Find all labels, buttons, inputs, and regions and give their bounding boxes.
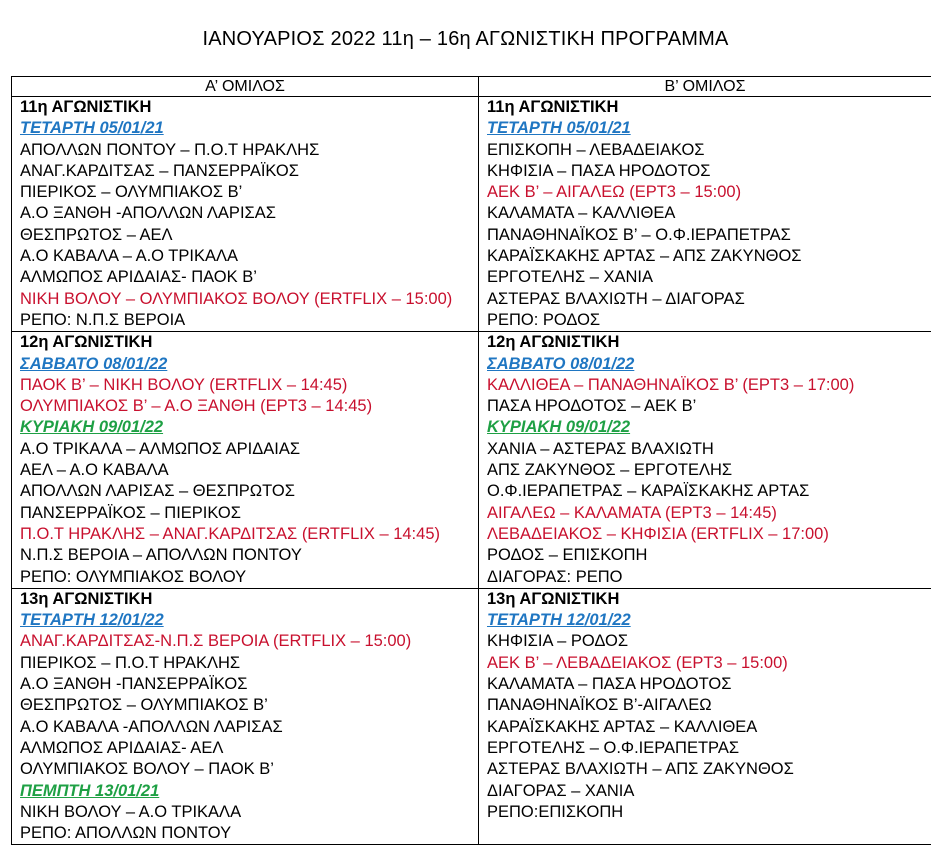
- match: ΠΑΣΑ ΗΡΟΔΟΤΟΣ – ΑΕΚ Β’: [487, 396, 931, 417]
- match: Α.Ο ΤΡΙΚΑΛΑ – ΑΛΜΩΠΟΣ ΑΡΙΔΑΙΑΣ: [20, 439, 478, 460]
- match: ΚΑΡΑΪΣΚΑΚΗΣ ΑΡΤΑΣ – ΚΑΛΛΙΘΕΑ: [487, 717, 931, 738]
- group-a-cell: [12, 588, 479, 845]
- match-day: ΤΕΤΑΡΤΗ 05/01/21: [20, 118, 478, 139]
- round-heading: 13η ΑΓΩΝΙΣΤΙΚΗ: [20, 589, 478, 610]
- match-day: ΚΥΡΙΑΚΗ 09/01/22: [487, 417, 931, 438]
- schedule-body: [12, 97, 931, 845]
- match: ΕΠΙΣΚΟΠΗ – ΛΕΒΑΔΕΙΑΚΟΣ: [487, 140, 931, 161]
- group-a-header: Α’ ΟΜΙΛΟΣ: [12, 77, 479, 97]
- match: ΠΙΕΡΙΚΟΣ – Π.Ο.Τ ΗΡΑΚΛΗΣ: [20, 653, 478, 674]
- match: ΑΠΣ ΖΑΚΥΝΘΟΣ – ΕΡΓΟΤΕΛΗΣ: [487, 460, 931, 481]
- match-day: ΚΥΡΙΑΚΗ 09/01/22: [20, 417, 478, 438]
- match: ΔΙΑΓΟΡΑΣ – ΧΑΝΙΑ: [487, 781, 931, 802]
- televised-match: Π.Ο.Τ ΗΡΑΚΛΗΣ – ΑΝΑΓ.ΚΑΡΔΙΤΣΑΣ (ERTFLIX – 14:45): [20, 524, 478, 545]
- televised-match: ΑΙΓΑΛΕΩ – ΚΑΛΑΜΑΤΑ (ΕΡΤ3 – 14:45): [487, 503, 931, 524]
- group-header-row: [12, 77, 931, 97]
- group-b-header: Β’ ΟΜΙΛΟΣ: [479, 77, 931, 97]
- match: ΑΣΤΕΡΑΣ ΒΛΑΧΙΩΤΗ – ΔΙΑΓΟΡΑΣ: [487, 289, 931, 310]
- round-heading: 12η ΑΓΩΝΙΣΤΙΚΗ: [20, 332, 478, 353]
- televised-match: ΑΕΚ Β’ – ΑΙΓΑΛΕΩ (ΕΡΤ3 – 15:00): [487, 182, 931, 203]
- match: Α.Ο ΚΑΒΑΛΑ -ΑΠΟΛΛΩΝ ΛΑΡΙΣΑΣ: [20, 717, 478, 738]
- match-day: ΠΕΜΠΤΗ 13/01/21: [20, 781, 478, 802]
- match: ΘΕΣΠΡΩΤΟΣ – ΑΕΛ: [20, 225, 478, 246]
- televised-match: ΛΕΒΑΔΕΙΑΚΟΣ – ΚΗΦΙΣΙΑ (ERTFLIX – 17:00): [487, 524, 931, 545]
- match-day: ΣΑΒΒΑΤΟ 08/01/22: [20, 354, 478, 375]
- match: ΑΠΟΛΛΩΝ ΠΟΝΤΟΥ – Π.Ο.Τ ΗΡΑΚΛΗΣ: [20, 140, 478, 161]
- match: ΚΗΦΙΣΙΑ – ΠΑΣΑ ΗΡΟΔΟΤΟΣ: [487, 161, 931, 182]
- round-heading: 11η ΑΓΩΝΙΣΤΙΚΗ: [20, 97, 478, 118]
- televised-match: ΝΙΚΗ ΒΟΛΟΥ – ΟΛΥΜΠΙΑΚΟΣ ΒΟΛΟΥ (ERTFLIX – 15:00): [20, 289, 478, 310]
- match: Α.Ο ΚΑΒΑΛΑ – Α.Ο ΤΡΙΚΑΛΑ: [20, 246, 478, 267]
- match: Α.Ο ΞΑΝΘΗ -ΠΑΝΣΕΡΡΑΪΚΟΣ: [20, 674, 478, 695]
- match: Ν.Π.Σ ΒΕΡΟΙΑ – ΑΠΟΛΛΩΝ ΠΟΝΤΟΥ: [20, 545, 478, 566]
- schedule-table: [11, 76, 931, 845]
- match: ΠΙΕΡΙΚΟΣ – ΟΛΥΜΠΙΑΚΟΣ Β’: [20, 182, 478, 203]
- rest-team: ΔΙΑΓΟΡΑΣ: ΡΕΠΟ: [487, 567, 931, 588]
- televised-match: ΠΑΟΚ Β’ – ΝΙΚΗ ΒΟΛΟΥ (ERTFLIX – 14:45): [20, 375, 478, 396]
- match: ΑΣΤΕΡΑΣ ΒΛΑΧΙΩΤΗ – ΑΠΣ ΖΑΚΥΝΘΟΣ: [487, 759, 931, 780]
- match: ΡΟΔΟΣ – ΕΠΙΣΚΟΠΗ: [487, 545, 931, 566]
- match: ΑΝΑΓ.ΚΑΡΔΙΤΣΑΣ – ΠΑΝΣΕΡΡΑΪΚΟΣ: [20, 161, 478, 182]
- match: ΠΑΝΑΘΗΝΑΪΚΟΣ Β’-ΑΙΓΑΛΕΩ: [487, 695, 931, 716]
- rest-team: ΡΕΠΟ: ΟΛΥΜΠΙΑΚΟΣ ΒΟΛΟΥ: [20, 567, 478, 588]
- group-a-cell: [12, 332, 479, 589]
- page-title: ΙΑΝΟΥΑΡΙΟΣ 2022 11η – 16η ΑΓΩΝΙΣΤΙΚΗ ΠΡΟΓΡΑΜΜΑ: [0, 28, 931, 51]
- match: ΘΕΣΠΡΩΤΟΣ – ΟΛΥΜΠΙΑΚΟΣ Β’: [20, 695, 478, 716]
- group-a-cell: [12, 97, 479, 332]
- match: ΕΡΓΟΤΕΛΗΣ – ΧΑΝΙΑ: [487, 267, 931, 288]
- group-b-cell: [479, 97, 931, 332]
- group-b-cell: [479, 332, 931, 589]
- round-heading: 11η ΑΓΩΝΙΣΤΙΚΗ: [487, 97, 931, 118]
- match: ΚΑΛΑΜΑΤΑ – ΚΑΛΛΙΘΕΑ: [487, 203, 931, 224]
- round-row: [12, 97, 931, 332]
- match-day: ΤΕΤΑΡΤΗ 05/01/21: [487, 118, 931, 139]
- rest-team: ΡΕΠΟ: Ν.Π.Σ ΒΕΡΟΙΑ: [20, 310, 478, 331]
- match: ΧΑΝΙΑ – ΑΣΤΕΡΑΣ ΒΛΑΧΙΩΤΗ: [487, 439, 931, 460]
- group-b-cell: [479, 588, 931, 845]
- match: ΑΛΜΩΠΟΣ ΑΡΙΔΑΙΑΣ- ΠΑΟΚ Β’: [20, 267, 478, 288]
- round-row: [12, 588, 931, 845]
- match-day: ΤΕΤΑΡΤΗ 12/01/22: [20, 610, 478, 631]
- round-heading: 13η ΑΓΩΝΙΣΤΙΚΗ: [487, 589, 931, 610]
- match: ΚΗΦΙΣΙΑ – ΡΟΔΟΣ: [487, 631, 931, 652]
- televised-match: ΟΛΥΜΠΙΑΚΟΣ Β’ – Α.Ο ΞΑΝΘΗ (ΕΡΤ3 – 14:45): [20, 396, 478, 417]
- rest-team: ΡΕΠΟ:ΕΠΙΣΚΟΠΗ: [487, 802, 931, 823]
- match-day: ΤΕΤΑΡΤΗ 12/01/22: [487, 610, 931, 631]
- match: ΠΑΝΣΕΡΡΑΪΚΟΣ – ΠΙΕΡΙΚΟΣ: [20, 503, 478, 524]
- match: ΕΡΓΟΤΕΛΗΣ – Ο.Φ.ΙΕΡΑΠΕΤΡΑΣ: [487, 738, 931, 759]
- match: ΚΑΡΑΪΣΚΑΚΗΣ ΑΡΤΑΣ – ΑΠΣ ΖΑΚΥΝΘΟΣ: [487, 246, 931, 267]
- rest-team: ΡΕΠΟ: ΡΟΔΟΣ: [487, 310, 931, 331]
- round-heading: 12η ΑΓΩΝΙΣΤΙΚΗ: [487, 332, 931, 353]
- match: Α.Ο ΞΑΝΘΗ -ΑΠΟΛΛΩΝ ΛΑΡΙΣΑΣ: [20, 203, 478, 224]
- match: ΝΙΚΗ ΒΟΛΟΥ – Α.Ο ΤΡΙΚΑΛΑ: [20, 802, 478, 823]
- televised-match: ΚΑΛΛΙΘΕΑ – ΠΑΝΑΘΗΝΑΪΚΟΣ Β’ (ΕΡΤ3 – 17:00): [487, 375, 931, 396]
- match: ΑΛΜΩΠΟΣ ΑΡΙΔΑΙΑΣ- ΑΕΛ: [20, 738, 478, 759]
- match: Ο.Φ.ΙΕΡΑΠΕΤΡΑΣ – ΚΑΡΑΪΣΚΑΚΗΣ ΑΡΤΑΣ: [487, 481, 931, 502]
- round-row: [12, 332, 931, 589]
- match: ΚΑΛΑΜΑΤΑ – ΠΑΣΑ ΗΡΟΔΟΤΟΣ: [487, 674, 931, 695]
- match-day: ΣΑΒΒΑΤΟ 08/01/22: [487, 354, 931, 375]
- televised-match: ΑΕΚ Β’ – ΛΕΒΑΔΕΙΑΚΟΣ (ΕΡΤ3 – 15:00): [487, 653, 931, 674]
- rest-team: ΡΕΠΟ: ΑΠΟΛΛΩΝ ΠΟΝΤΟΥ: [20, 823, 478, 844]
- match: ΑΕΛ – Α.Ο ΚΑΒΑΛΑ: [20, 460, 478, 481]
- match: ΟΛΥΜΠΙΑΚΟΣ ΒΟΛΟΥ – ΠΑΟΚ Β’: [20, 759, 478, 780]
- match: ΠΑΝΑΘΗΝΑΪΚΟΣ Β’ – Ο.Φ.ΙΕΡΑΠΕΤΡΑΣ: [487, 225, 931, 246]
- match: ΑΠΟΛΛΩΝ ΛΑΡΙΣΑΣ – ΘΕΣΠΡΩΤΟΣ: [20, 481, 478, 502]
- televised-match: ΑΝΑΓ.ΚΑΡΔΙΤΣΑΣ-Ν.Π.Σ ΒΕΡΟΙΑ (ERTFLIX – 15:00): [20, 631, 478, 652]
